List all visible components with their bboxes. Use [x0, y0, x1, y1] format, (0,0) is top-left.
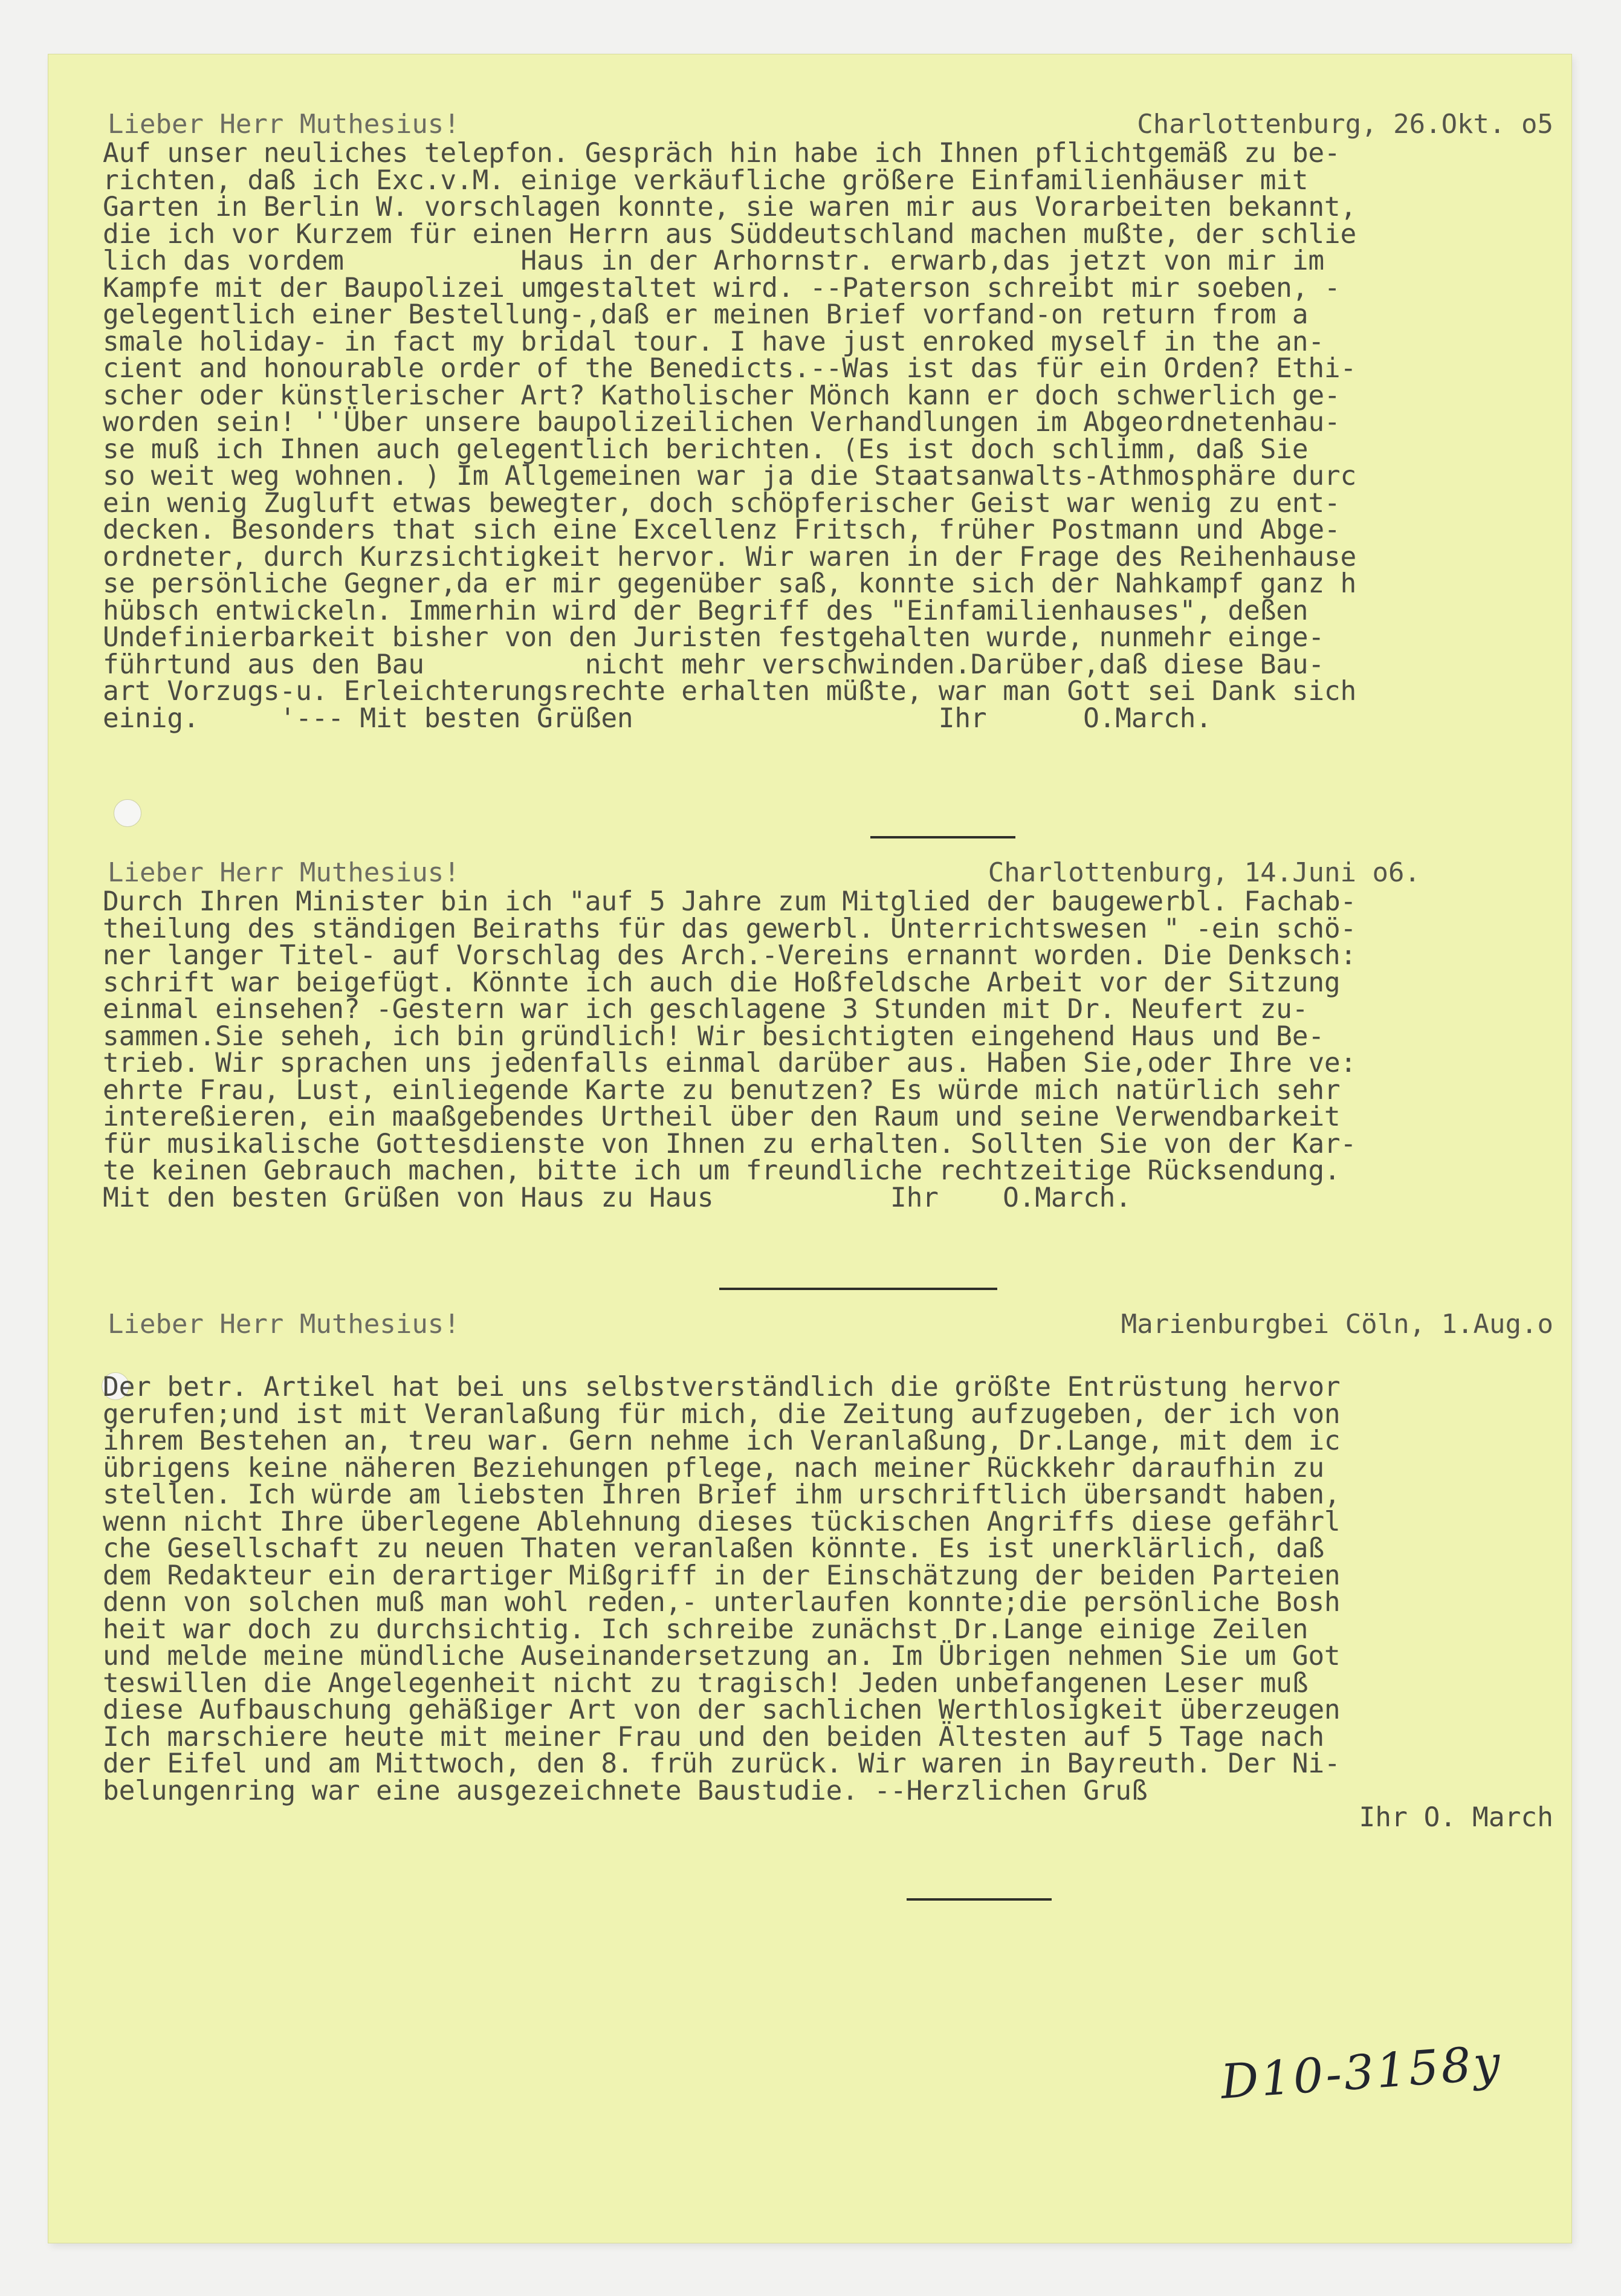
letter-1 — [103, 109, 1559, 732]
greeting: Lieber Herr Muthesius! — [108, 1309, 460, 1340]
text-line: smale holiday- in fact my bridal tour. I have just enroked myself in the an- — [103, 326, 1324, 357]
text-line: worden sein! ''Über unsere baupolizeilichen Verhandlungen im Abgeordnetenhau- — [103, 407, 1341, 438]
text-line: ner langer Titel- auf Vorschlag des Arch.-Vereins ernannt worden. Die Denksch: — [103, 940, 1357, 971]
punch-hole-top — [114, 799, 141, 827]
text-line: der Eifel und am Mittwoch, den 8. früh zurück. Wir waren in Bayreuth. Der Ni- — [103, 1748, 1341, 1779]
text-line: Kampfe mit der Baupolizei umgestaltet wird. --Paterson schreibt mir soeben, - — [103, 272, 1341, 303]
text-line: gelegentlich einer Bestellung-,daß er meinen Brief vorfand-on return from a — [103, 299, 1309, 330]
text-line: scher oder künstlerischer Art? Katholischer Mönch kann er doch schwerlich ge- — [103, 380, 1341, 411]
text-line: wenn nicht Ihre überlegene Ablehnung dieses tückischen Angriffs diese gefährl — [103, 1506, 1341, 1537]
text-line: trieb. Wir sprachen uns jedenfalls einmal darüber aus. Haben Sie,oder Ihre ve: — [103, 1048, 1357, 1078]
letter-header — [103, 109, 1559, 140]
text-line: intereßieren, ein maaßgebendes Urtheil über den Raum und seine Verwendbarkeit — [103, 1101, 1341, 1132]
text-line: einig. '--- Mit besten Grüßen Ihr O.March. — [103, 702, 1212, 734]
letter-3 — [103, 1309, 1559, 1832]
text-line: cient and honourable order of the Benedicts.--Was ist das für ein Orden? Ethi- — [103, 353, 1357, 384]
text-line: für musikalische Gottesdienste von Ihnen zu erhalten. Sollten Sie von der Kar- — [103, 1128, 1357, 1159]
text-line: theilung des ständigen Beiraths für das gewerbl. Unterrichtswesen " -ein schö- — [103, 913, 1357, 944]
text-line: heit war doch zu durchsichtig. Ich schreibe zunächst Dr.Lange einige Zeilen — [103, 1613, 1309, 1645]
text-line: richten, daß ich Exc.v.M. einige verkäufliche größere Einfamilienhäuser mit — [103, 164, 1309, 196]
place-date: Charlottenburg, 14.Juni o6. — [988, 857, 1420, 888]
text-line: Garten in Berlin W. vorschlagen konnte, sie waren mir aus Vorarbeiten bekannt, — [103, 192, 1357, 222]
letter-header — [103, 1309, 1559, 1374]
text-line: hübsch entwickeln. Immerhin wird der Begriff des "Einfamilienhauses", deßen — [103, 595, 1309, 626]
text-line: übrigens keine näheren Beziehungen pflege, nach meiner Rückkehr daraufhin zu — [103, 1452, 1324, 1484]
text-line: gerufen;und ist mit Veranlaßung für mich, die Zeitung aufzugeben, der ich von — [103, 1398, 1341, 1430]
text-line: art Vorzugs-u. Erleichterungsrechte erhalten müßte, war man Gott sei Dank sich — [103, 676, 1357, 707]
text-line: diese Aufbauschung gehäßiger Art von der sachlichen Werthlosigkeit überzeugen — [103, 1694, 1341, 1725]
text-line: decken. Besonders that sich eine Excellenz Fritsch, früher Postmann und Abge- — [103, 514, 1341, 545]
place-date: Marienburgbei Cöln, 1.Aug.o — [1121, 1309, 1553, 1340]
letter-2 — [103, 857, 1559, 1211]
text-line: ihrem Bestehen an, treu war. Gern nehme ich Veranlaßung, Dr.Lange, mit dem ic — [103, 1425, 1341, 1456]
divider-3 — [907, 1898, 1052, 1901]
text-line: die ich vor Kurzem für einen Herrn aus Süddeutschland machen mußte, der schlie — [103, 218, 1357, 250]
text-line: sammen.Sie seheh, ich bin gründlich! Wir besichtigten eingehend Haus und Be- — [103, 1020, 1324, 1052]
text-line: Mit den besten Grüßen von Haus zu Haus Ihr O.March. — [103, 1182, 1131, 1213]
text-line: Auf unser neuliches telepfon. Gespräch hin habe ich Ihnen pflichtgemäß zu be- — [103, 138, 1341, 169]
greeting: Lieber Herr Muthesius! — [108, 109, 460, 140]
text-line: stellen. Ich würde am liebsten Ihren Brief ihm urschriftlich übersandt haben, — [103, 1479, 1341, 1510]
text-line: denn von solchen muß man wohl reden,- unterlaufen konnte;die persönliche Bosh — [103, 1587, 1341, 1618]
letter-header — [103, 857, 1559, 889]
text-line: teswillen die Angelegenheit nicht zu tragisch! Jeden unbefangenen Leser muß — [103, 1667, 1309, 1699]
text-line: schrift war beigefügt. Könnte ich auch die Hoßfeldsche Arbeit vor der Sitzung — [103, 967, 1341, 998]
text-line: ordneter, durch Kurzsichtigkeit hervor. Wir waren in der Frage des Reihenhause — [103, 541, 1357, 572]
archive-number: D10-3158y — [1218, 2035, 1504, 2110]
place-date: Charlottenburg, 26.Okt. o5 — [1137, 109, 1553, 140]
text-line: se muß ich Ihnen auch gelegentlich berichten. (Es ist doch schlimm, daß Sie — [103, 433, 1309, 465]
text-line: Ich marschiere heute mit meiner Frau und den beiden Ältesten auf 5 Tage nach — [103, 1721, 1324, 1753]
text-line: dem Redakteur ein derartiger Mißgriff in der Einschätzung der beiden Parteien — [103, 1560, 1341, 1591]
text-line: Der betr. Artikel hat bei uns selbstverständlich die größte Entrüstung hervor — [103, 1372, 1341, 1403]
text-line: belungenring war eine ausgezeichnete Baustudie. --Herzlichen Gruß — [103, 1775, 1148, 1806]
text-line: se persönliche Gegner,da er mir gegenüber saß, konnte sich der Nahkampf ganz h — [103, 568, 1357, 599]
text-line: so weit weg wohnen. ) Im Allgemeinen war ja die Staatsanwalts-Athmosphäre durc — [103, 461, 1357, 491]
text-line: Durch Ihren Minister bin ich "auf 5 Jahre zum Mitglied der baugewerbl. Fachab- — [103, 886, 1357, 917]
text-line: te keinen Gebrauch machen, bitte ich um freundliche rechtzeitige Rücksendung. — [103, 1155, 1341, 1186]
text-line: che Gesellschaft zu neuen Thaten veranlaßen könnte. Es ist unerklärlich, daß — [103, 1533, 1324, 1564]
text-line: Undefinierbarkeit bisher von den Juristen festgehalten wurde, nunmehr einge- — [103, 622, 1324, 653]
text-line: ehrte Frau, Lust, einliegende Karte zu benutzen? Es würde mich natürlich sehr — [103, 1074, 1341, 1106]
text-line: einmal einsehen? -Gestern war ich geschlagene 3 Stunden mit Dr. Neufert zu- — [103, 994, 1309, 1025]
divider-1 — [870, 836, 1015, 838]
text-line: ein wenig Zugluft etwas bewegter, doch schöpferischer Geist war wenig zu ent- — [103, 487, 1341, 519]
signature: Ihr O. March — [1359, 1802, 1553, 1833]
greeting: Lieber Herr Muthesius! — [108, 857, 460, 888]
divider-2 — [719, 1288, 997, 1290]
text-line: und melde meine mündliche Auseinandersetzung an. Im Übrigen nehmen Sie um Got — [103, 1641, 1341, 1672]
text-line: führtund aus den Bau nicht mehr verschwinden.Darüber,daß diese Bau- — [103, 649, 1324, 680]
text-line: lich das vordem Haus in der Arhornstr. erwarb,das jetzt von mir im — [103, 245, 1324, 276]
